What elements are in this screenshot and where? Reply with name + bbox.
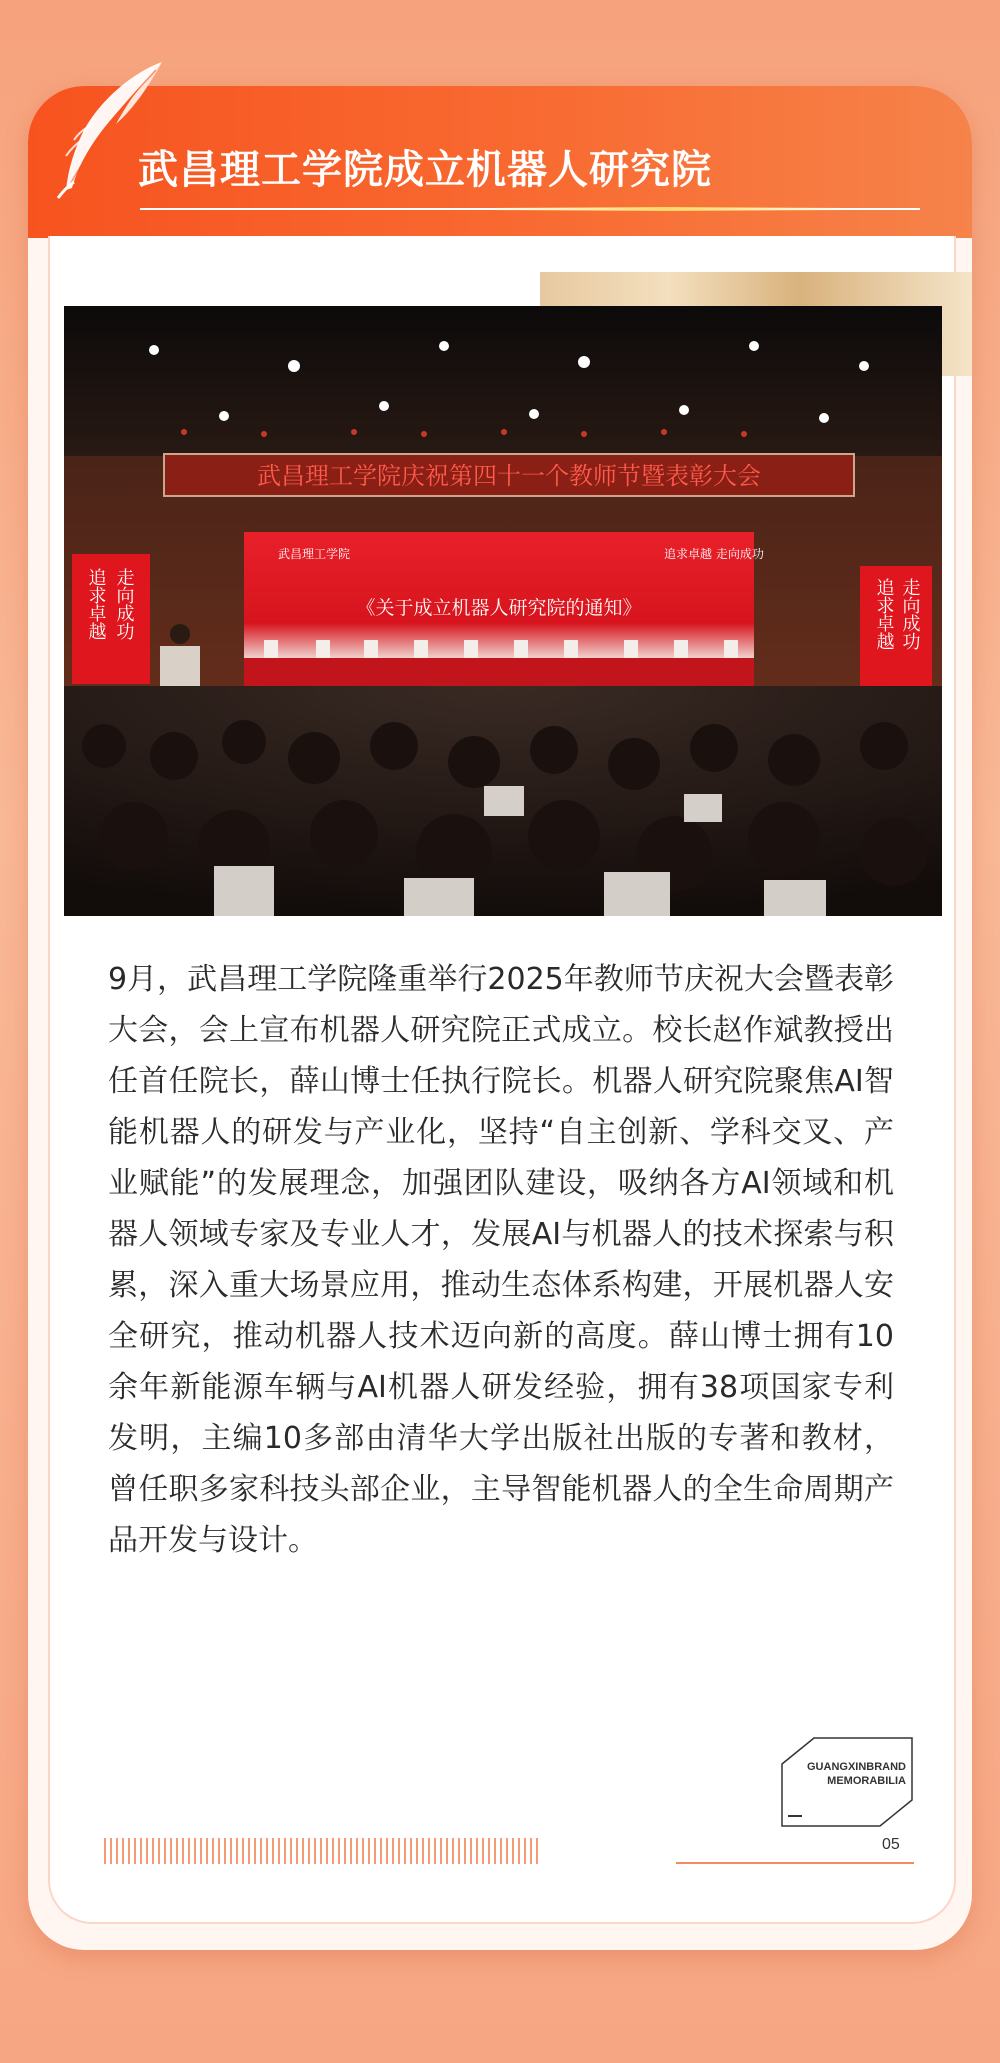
brand-line-2: MEMORABILIA <box>827 1775 906 1787</box>
page-title: 武昌理工学院成立机器人研究院 <box>138 147 712 193</box>
title-header <box>28 86 972 238</box>
page-number: 05 <box>882 1836 900 1853</box>
brand-line-1: GUANGXINBRAND <box>807 1761 906 1773</box>
photo-screen-headline: 《关于成立机器人研究院的通知》 <box>356 597 642 619</box>
feather-quill-icon <box>38 58 168 206</box>
ceremony-photo <box>64 306 942 916</box>
photo-side-banner-left-b: 走向成功 <box>113 568 135 640</box>
photo-side-banner-left-a: 追求卓越 <box>85 568 107 640</box>
photo-side-banner-right-a: 追求卓越 <box>873 578 895 650</box>
decorative-stripes <box>104 1838 540 1864</box>
brand-text <box>807 1760 906 1788</box>
photo-banner-top: 武昌理工学院庆祝第四十一个教师节暨表彰大会 <box>257 462 761 490</box>
footer-rule <box>676 1862 914 1864</box>
photo-screen-slogan: 追求卓越 走向成功 <box>664 547 764 561</box>
photo-side-banner-right-b: 走向成功 <box>899 578 921 650</box>
photo-screen-logo: 武昌理工学院 <box>278 547 351 561</box>
article-body: 9月，武昌理工学院隆重举行2025年教师节庆祝大会暨表彰大会，会上宣布机器人研究院正式成立。校长赵作斌教授出任首任院长，薛山博士任执行院长。机器人研究院聚焦AI智能机器人的研发与产业化，坚持“自主创新、学科交叉、产业赋能”的发展理念，加强团队建设，吸纳各方AI领域和机器人领域专家及专业人才，发展AI与机器人的技术探索与积累，深入重大场景应用，推动生态体系构建，开展机器人安全研究，推动机器人技术迈向新的高度。薛山博士拥有10余年新能源车辆与AI机器人研发经验，拥有38项国家专利发明，主编10多部由清华大学出版社出版的专著和教材，曾任职多家科技头部企业，主导智能机器人的全生命周期产品开发与设计。 <box>108 962 894 1558</box>
brand-mark <box>780 1736 914 1828</box>
title-underline-glow <box>488 207 848 211</box>
